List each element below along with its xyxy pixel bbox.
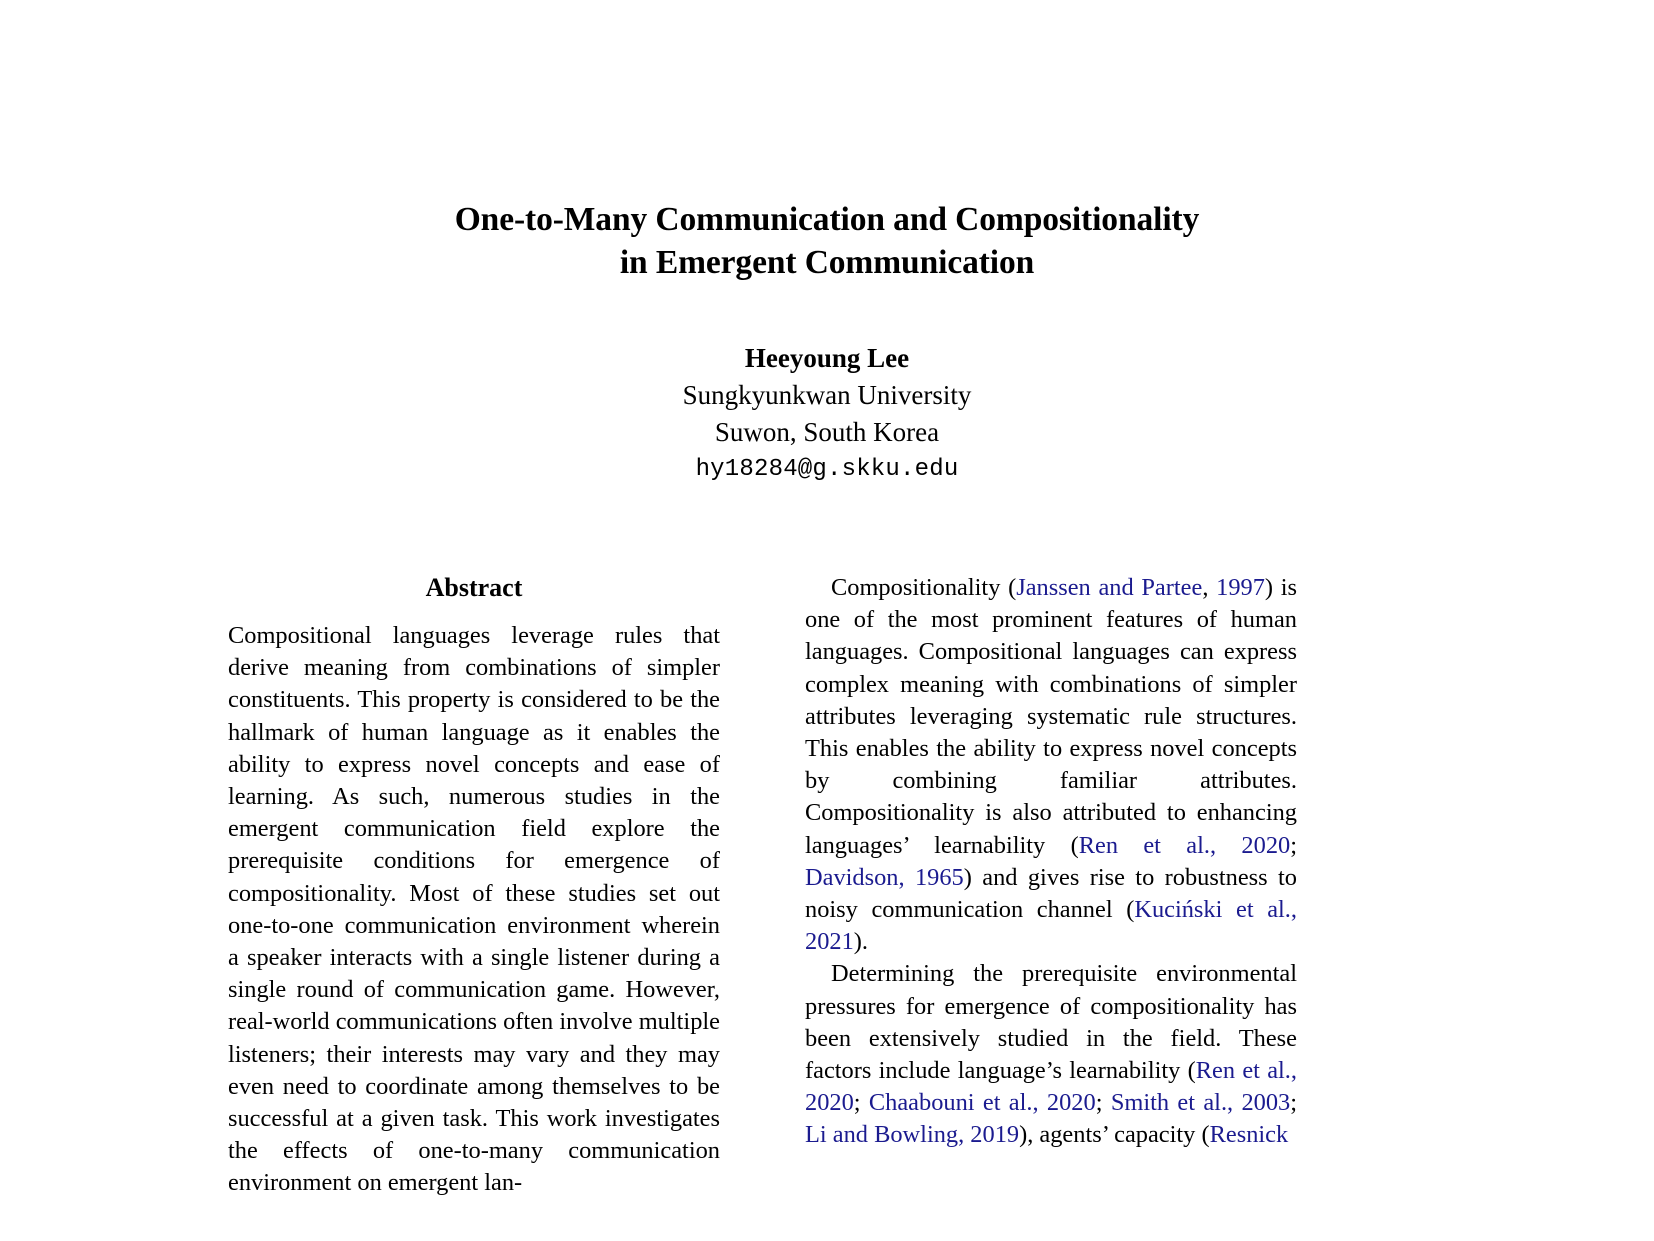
intro-paragraph-2: Determining the prerequisite environmental pressures for emergence of compositionality has been extensively studied in the field. These factors include language’s learnability (Ren et al., 2020; Chaabouni et al., 2020; Smith et al., 2003; Li and Bowling, 2019), agents’ capacity (Resnick bbox=[805, 960, 1298, 1149]
citation-link[interactable]: Smith et al., 2003 bbox=[1110, 1089, 1291, 1117]
author-email[interactable]: hy18284@g.skku.edu bbox=[695, 456, 959, 483]
citation-link[interactable]: Ren et al., 2020 bbox=[805, 1057, 1297, 1117]
citation-link[interactable]: Ren et al., 2020 bbox=[1078, 831, 1291, 859]
citation-link[interactable]: Resnick bbox=[1209, 1121, 1289, 1149]
author-location: Suwon, South Korea bbox=[714, 417, 940, 447]
abstract-heading: Abstract bbox=[425, 573, 523, 602]
citation-link[interactable]: 1997 bbox=[1216, 574, 1265, 601]
citation-link[interactable]: Janssen and Partee bbox=[1016, 574, 1203, 601]
title-block bbox=[227, 198, 1427, 284]
title-line-1: One-to-Many Communication and Compositionality bbox=[454, 201, 1200, 238]
author-block bbox=[227, 340, 1427, 488]
citation-link[interactable]: Chaabouni et al., 2020 bbox=[868, 1089, 1096, 1117]
right-column bbox=[805, 572, 1297, 1152]
author-affiliation: Sungkyunkwan University bbox=[682, 380, 972, 410]
title-line-2: in Emergent Communication bbox=[619, 244, 1035, 281]
intro-paragraph-1: Compositionality (Janssen and Partee, 1997) is one of the most prominent features of human languages. Compositional languages can express complex meaning with combinations of simpler attributes leveraging systematic rule structures. This enables the ability to express novel concepts by combining familiar attributes. Compositionality is also attributed to enhancing languages’ learnability (Ren et al., 2020; Davidson, 1965) and gives rise to robustness to noisy communication channel (Kuciński et al., 2021). bbox=[805, 574, 1298, 956]
author-name: Heeyoung Lee bbox=[744, 343, 910, 373]
page-title bbox=[227, 198, 1427, 284]
citation-link[interactable]: Kuciński et al., 2021 bbox=[805, 896, 1297, 956]
body-columns bbox=[0, 572, 1654, 1241]
abstract-paragraph: Compositional languages leverage rules that derive meaning from combinations of simpler constituents. This property is considered to be the hallmark of human language as it enables the ability to express novel concepts and ease of learning. As such, numerous studies in the emergent communication field explore the prerequisite conditions for emergence of compositionality. Most of these studies set out one-to-one communication environment wherein a speaker interacts with a single listener during a single round of communication game. However, real-world communications often involve multiple listeners; their interests may vary and they may even need to coordinate among themselves to be successful at a given task. This work investigates the effects of one-to-many communication environment on emergent lan- bbox=[228, 622, 720, 1197]
left-column bbox=[228, 572, 720, 1200]
citation-link[interactable]: Li and Bowling, 2019 bbox=[805, 1121, 1020, 1149]
citation-link[interactable]: Davidson, 1965 bbox=[805, 863, 964, 891]
